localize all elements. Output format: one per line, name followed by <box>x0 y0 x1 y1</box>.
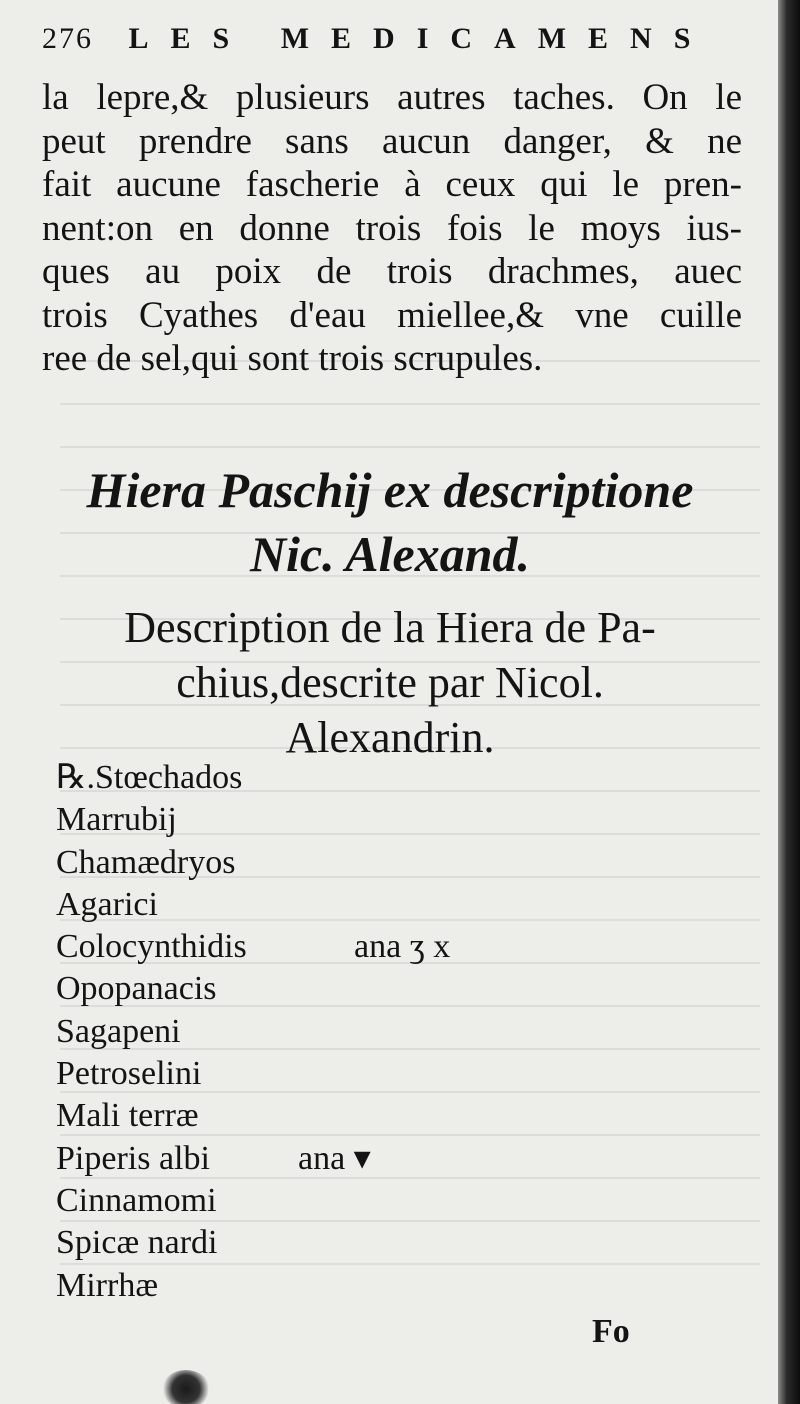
ingredient-list <box>56 757 616 1307</box>
page-gutter-shadow <box>778 0 800 1404</box>
ingredient-name: Sagapeni <box>56 1012 181 1050</box>
ingredient-name: Petroselini <box>56 1055 202 1093</box>
paragraph-line: nent:on en donne trois fois le moys ius- <box>42 207 742 249</box>
ingredient-item <box>56 1053 616 1095</box>
paragraph-line: peut prendre sans aucun danger, & ne <box>42 120 742 162</box>
ingredient-item <box>56 926 616 968</box>
paragraph-line: trois Cyathes d'eau miellee,& vne cuille <box>42 294 742 336</box>
paragraph-line: ques au poix de trois drachmes, auec <box>42 251 742 292</box>
ingredient-item <box>56 1011 616 1053</box>
paragraph-line: ree de sel,qui sont trois scrupules. <box>42 338 543 379</box>
latin-heading-line: Hiera Paschij ex descriptione <box>86 462 694 518</box>
ingredient-item <box>56 1095 616 1137</box>
ingredient-name: Opopanacis <box>56 970 217 1008</box>
ingredient-dose: ana ▾ <box>298 1139 371 1177</box>
latin-heading-line: Nic. Alexand. <box>249 526 531 582</box>
running-title: LES MEDICAMENS <box>128 22 713 55</box>
ingredient-item <box>56 757 616 799</box>
paragraph-line: la lepre,& plusieurs autres taches. On le <box>42 77 742 118</box>
catchword: Fo <box>592 1313 630 1350</box>
paragraph <box>42 76 742 381</box>
ingredient-item <box>56 1180 616 1222</box>
ingredient-dose: ana ʒ x <box>354 928 451 966</box>
page-number: 276 <box>42 22 93 55</box>
ingredient-item <box>56 1138 616 1180</box>
ingredient-name: Mali terræ <box>56 1097 199 1135</box>
ingredient-name: Agarici <box>56 885 158 923</box>
latin-heading <box>20 458 760 586</box>
french-heading-line: chius,descrite par Nicol. <box>176 658 604 707</box>
ingredient-name: Piperis albi <box>56 1139 210 1177</box>
ingredient-name: Colocynthidis <box>56 928 247 966</box>
ingredient-name: ℞.Stœchados <box>56 759 243 796</box>
ingredient-item <box>56 842 616 884</box>
paragraph-line: fait aucune fascherie à ceux qui le pren- <box>42 164 742 205</box>
running-header <box>42 22 713 56</box>
ingredient-name: Marrubij <box>56 801 177 839</box>
ingredient-name: Cinnamomi <box>56 1181 217 1219</box>
ingredient-item <box>56 1222 616 1264</box>
ingredient-item <box>56 968 616 1010</box>
french-heading-line: Alexandrin. <box>285 713 495 762</box>
ingredient-item <box>56 1265 616 1307</box>
ink-stain <box>162 1370 210 1404</box>
ingredient-name: Spicæ nardi <box>56 1224 218 1262</box>
french-heading-line: Description de la Hiera de Pa- <box>124 603 656 652</box>
ingredient-item <box>56 884 616 926</box>
french-heading <box>20 600 760 765</box>
ingredient-name: Mirrhæ <box>56 1266 158 1304</box>
ingredient-name: Chamædryos <box>56 843 236 881</box>
ingredient-item <box>56 799 616 841</box>
